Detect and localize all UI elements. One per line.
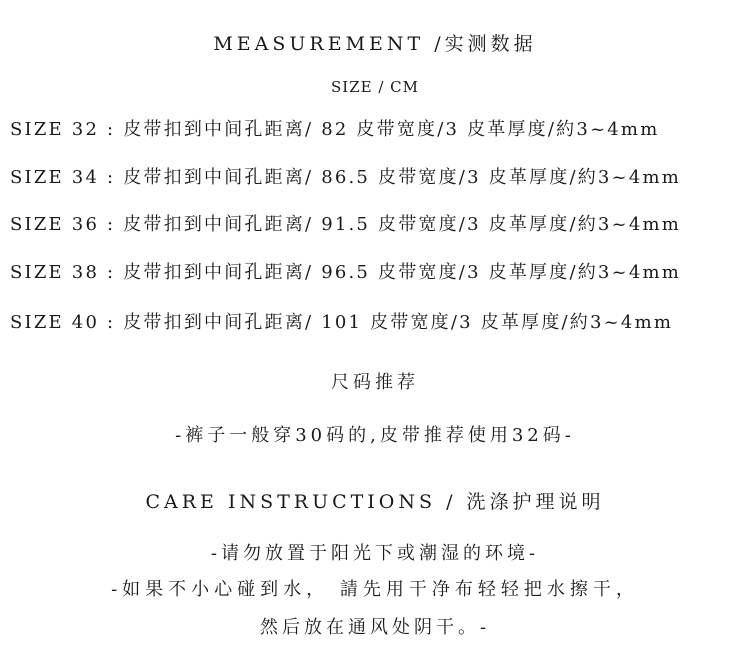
size-recommendation-text: -裤子一般穿30码的,皮带推荐使用32码- xyxy=(175,425,575,446)
size-recommendation-heading: 尺码推荐 xyxy=(331,372,419,393)
care-line-1: -请勿放置于阳光下或潮湿的环境- xyxy=(210,543,540,564)
size-row-34: SIZE 34 : 皮带扣到中间孔距离/ 86.5 皮带宽度/3 皮革厚度/約3~4mm xyxy=(10,167,682,188)
size-row-40: SIZE 40 : 皮带扣到中间孔距离/ 101 皮带宽度/3 皮革厚度/約3~4mm xyxy=(10,312,674,333)
care-line-3: 然后放在通风处阴干。- xyxy=(259,617,491,638)
size-unit-label: SIZE / CM xyxy=(331,78,419,96)
size-row-38: SIZE 38 : 皮带扣到中间孔距离/ 96.5 皮带宽度/3 皮革厚度/約3~4mm xyxy=(10,262,682,283)
size-row-36: SIZE 36 : 皮带扣到中间孔距离/ 91.5 皮带宽度/3 皮革厚度/約3~4mm xyxy=(10,214,682,235)
measurement-title: MEASUREMENT /实测数据 xyxy=(213,33,537,55)
size-row-32: SIZE 32 : 皮带扣到中间孔距离/ 82 皮带宽度/3 皮革厚度/約3~4mm xyxy=(10,119,660,140)
care-instructions-heading: CARE INSTRUCTIONS / 洗涤护理说明 xyxy=(145,491,605,513)
care-line-2: -如果不小心碰到水， 請先用干净布轻轻把水擦干， xyxy=(111,579,639,600)
